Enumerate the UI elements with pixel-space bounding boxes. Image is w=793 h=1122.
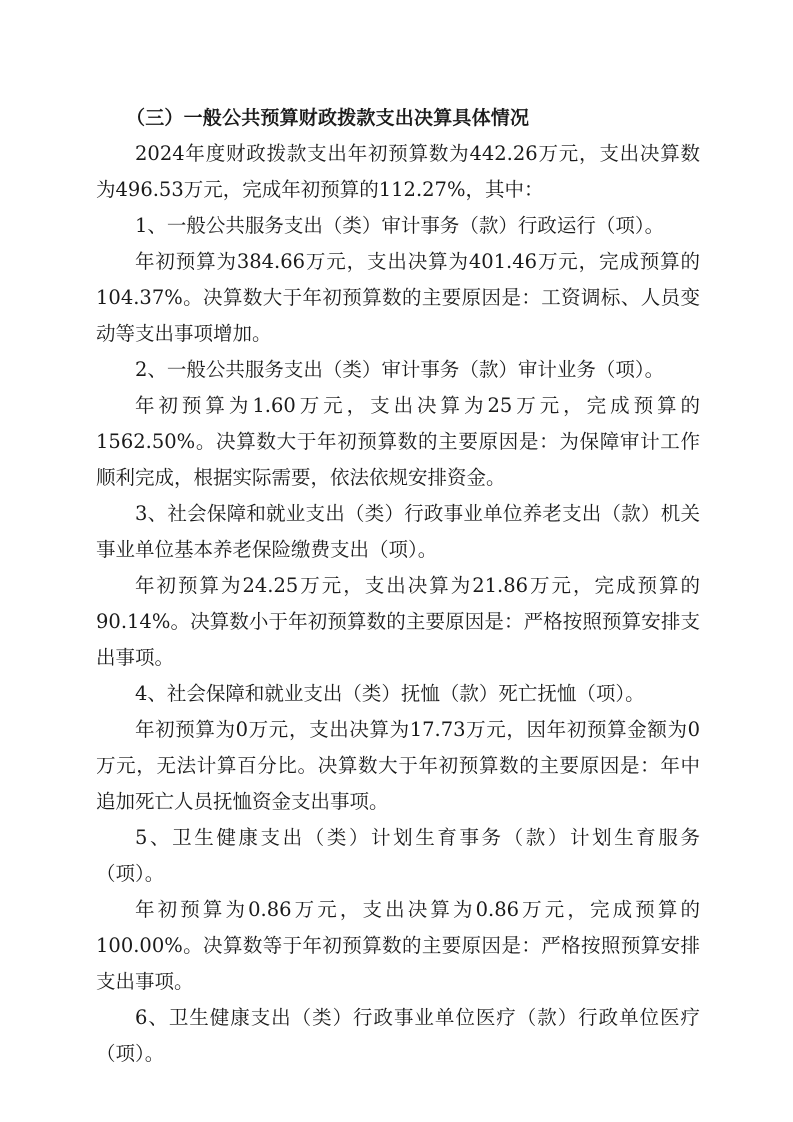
paragraph-item-1-detail: 年初预算为384.66万元，支出决算为401.46万元，完成预算的104.37%。决算数大于年初预算数的主要原因是：工资调标、人员变动等支出事项增加。 bbox=[96, 250, 700, 345]
paragraph-intro: 2024年度财政拨款支出年初预算数为442.26万元，支出决算数为496.53万元，完成年初预算的112.27%，其中： bbox=[96, 142, 700, 201]
paragraph-item-5-detail: 年初预算为0.86万元，支出决算为0.86万元，完成预算的100.00%。决算数等于年初预算数的主要原因是：严格按照预算安排支出事项。 bbox=[96, 898, 700, 993]
paragraph-item-3-title: 3、社会保障和就业支出（类）行政事业单位养老支出（款）机关事业单位基本养老保险缴费支出（项）。 bbox=[96, 502, 700, 561]
paragraph-item-4-detail: 年初预算为0万元，支出决算为17.73万元，因年初预算金额为0万元，无法计算百分比。决算数大于年初预算数的主要原因是：年中追加死亡人员抚恤资金支出事项。 bbox=[96, 718, 700, 813]
paragraph-item-1-title: 1、一般公共服务支出（类）审计事务（款）行政运行（项）。 bbox=[135, 214, 665, 237]
paragraph-item-4-title: 4、社会保障和就业支出（类）抚恤（款）死亡抚恤（项）。 bbox=[135, 682, 645, 705]
section-heading: （三）一般公共预算财政拨款支出决算具体情况 bbox=[126, 107, 530, 129]
paragraph-item-6-title: 6、卫生健康支出（类）行政事业单位医疗（款）行政单位医疗（项）。 bbox=[96, 1006, 700, 1065]
document-page bbox=[96, 100, 700, 1072]
paragraph-item-5-title: 5、卫生健康支出（类）计划生育事务（款）计划生育服务（项）。 bbox=[96, 826, 700, 885]
paragraph-item-2-title: 2、一般公共服务支出（类）审计事务（款）审计业务（项）。 bbox=[135, 358, 665, 381]
paragraph-item-2-detail: 年初预算为1.60万元，支出决算为25万元，完成预算的1562.50%。决算数大于年初预算数的主要原因是：为保障审计工作顺利完成，根据实际需要，依法依规安排资金。 bbox=[96, 394, 700, 489]
paragraph-item-3-detail: 年初预算为24.25万元，支出决算为21.86万元，完成预算的90.14%。决算数小于年初预算数的主要原因是：严格按照预算安排支出事项。 bbox=[96, 574, 700, 669]
